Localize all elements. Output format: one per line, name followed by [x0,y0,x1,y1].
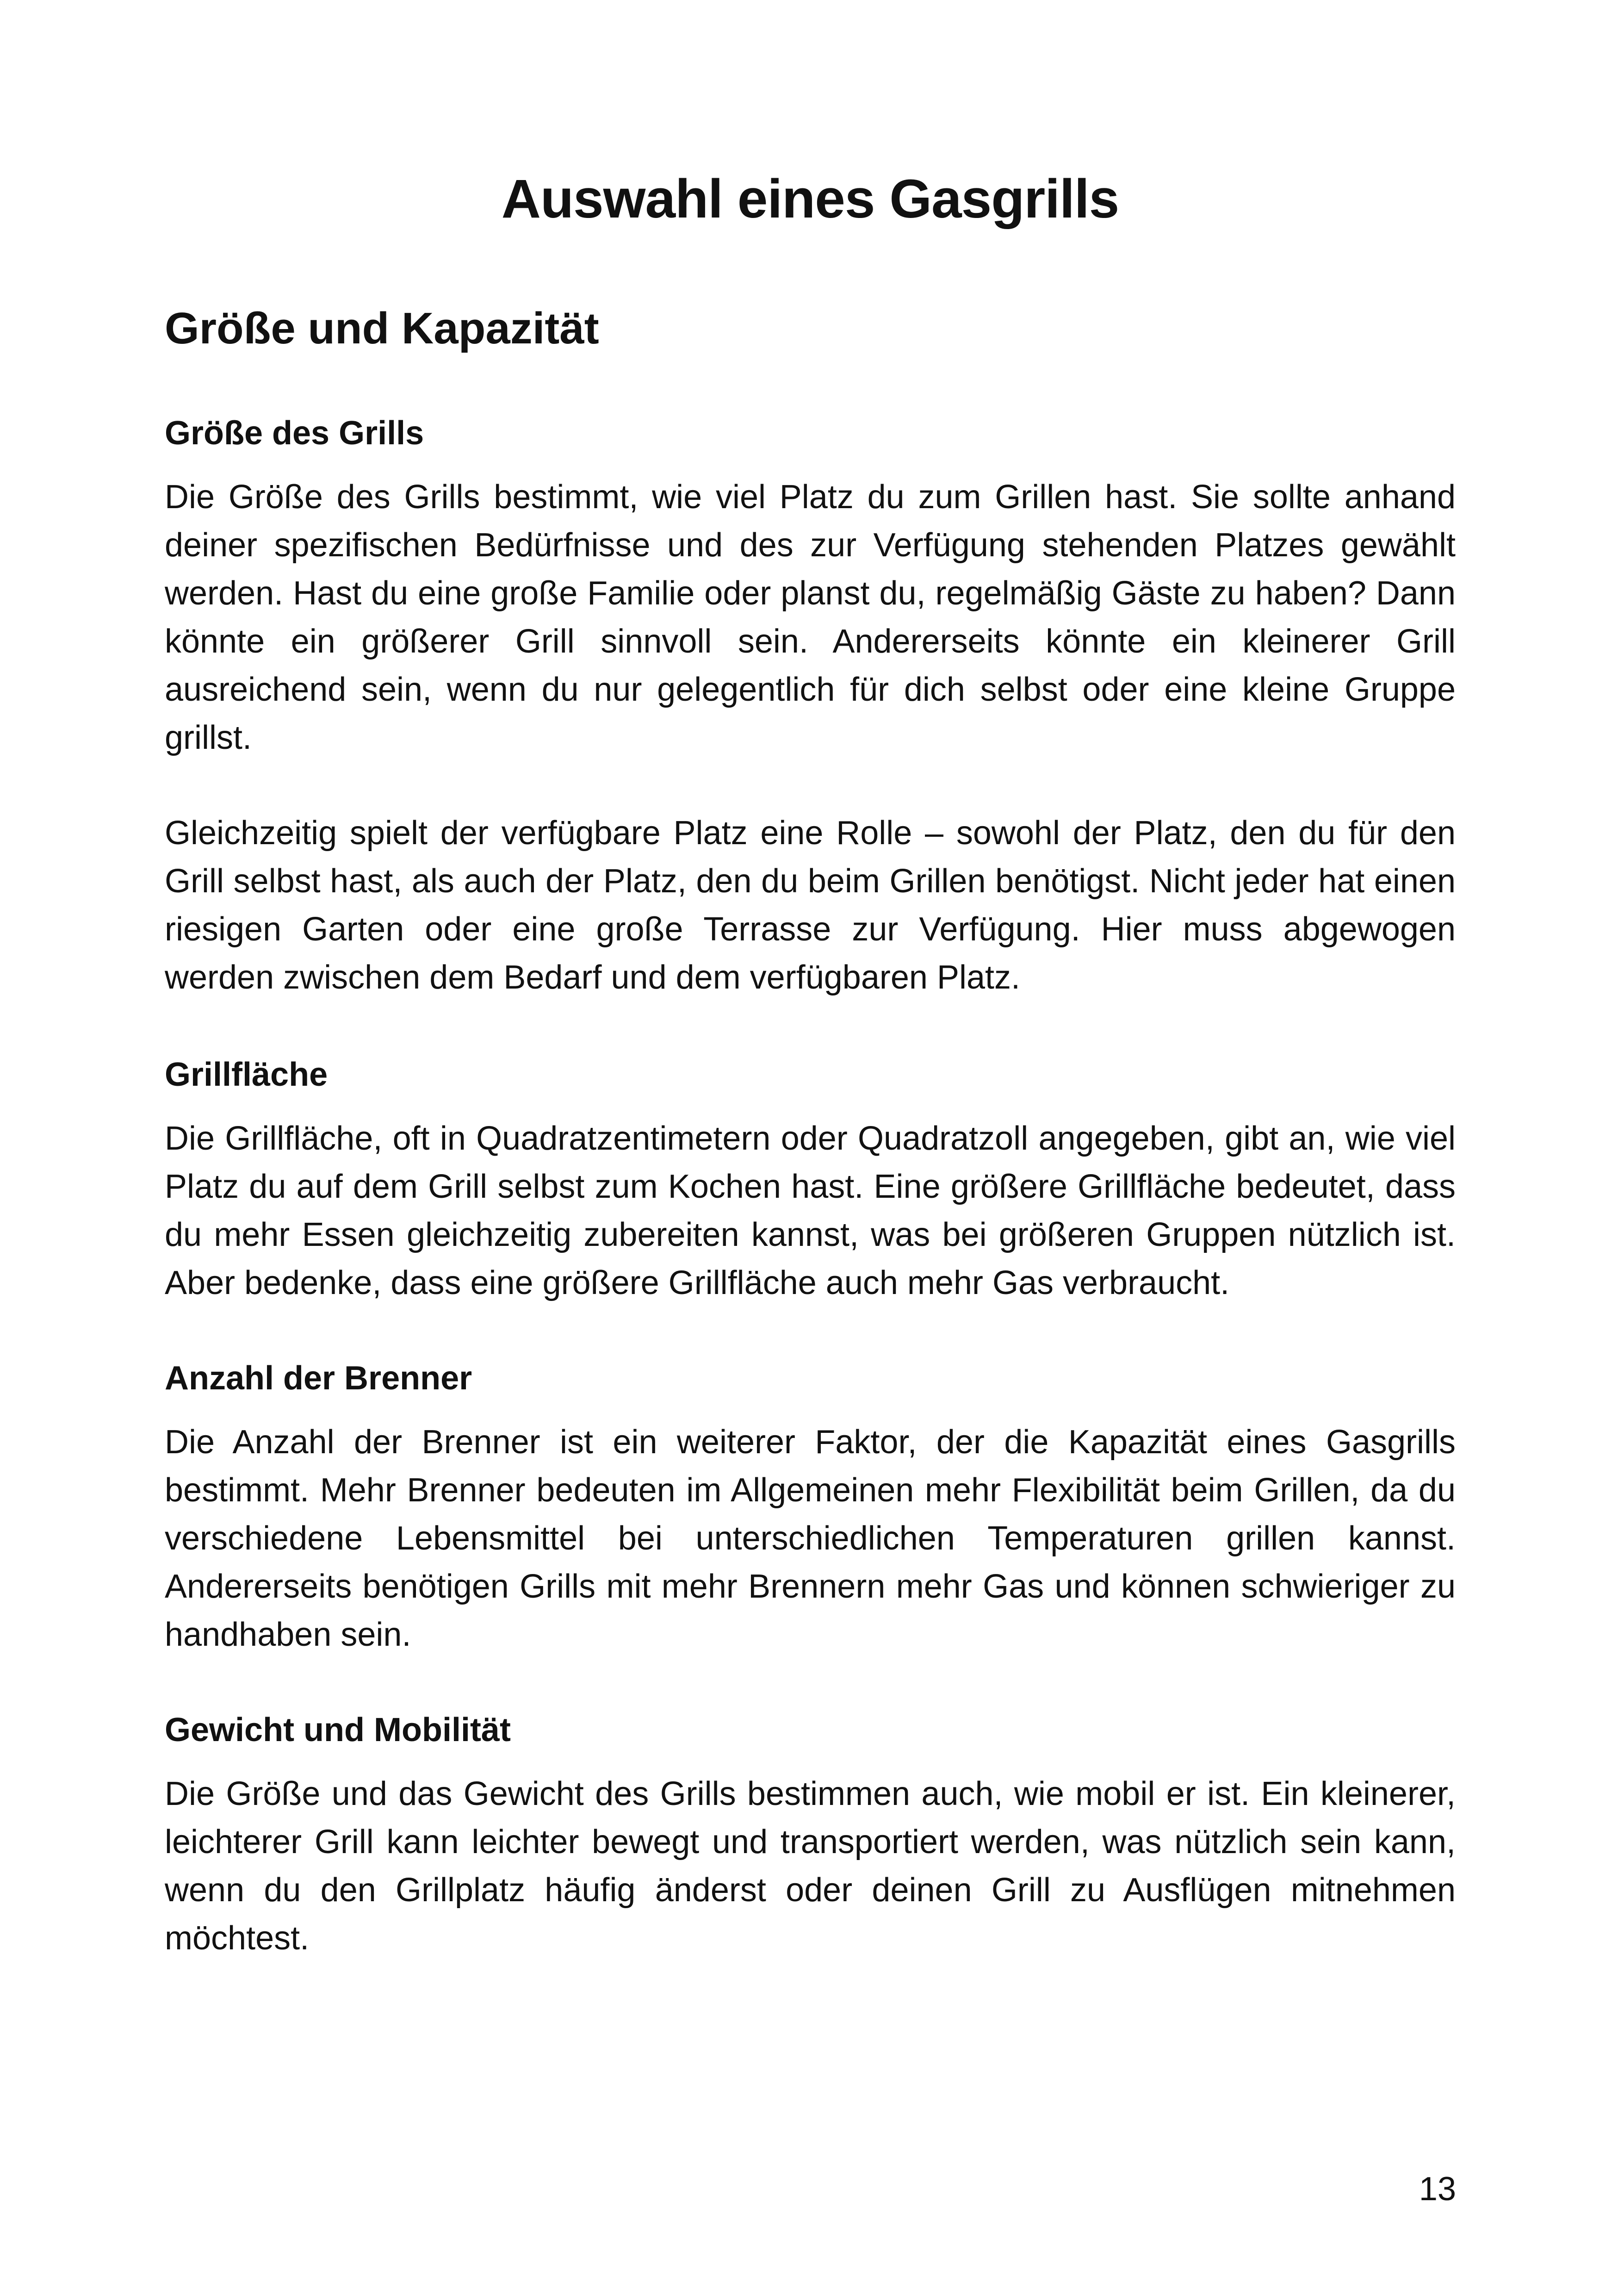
paragraph-grill-area: Die Grillfläche, oft in Quadratzentimetern oder Quadratzoll angegeben, gibt an, wie viel Platz du auf dem Grill selbst zum Kochen hast. Eine größere Grillfläche bedeutet, dass du mehr Essen gleichzeitig zubereiten kannst, was bei größeren Gruppen nützlich ist. Aber bedenke, dass eine größere Grillfläche auch mehr Gas verbraucht. [165,1120,1456,1301]
section-title: Größe und Kapazität [165,304,599,353]
page-content [165,167,1456,1962]
paragraph-weight-mobility: Die Größe und das Gewicht des Grills bestimmen auch, wie mobil er ist. Ein kleinerer, leichterer Grill kann leichter bewegt und transportiert werden, was nützlich sein kann, wenn du den Grillplatz häufig änderst oder deinen Grill zu Ausflügen mitnehmen möchtest. [165,1775,1456,1957]
subheading-burner-count: Anzahl der Brenner [165,1360,472,1397]
page-title: Auswahl eines Gasgrills [501,168,1119,230]
subheading-grill-area: Grillfläche [165,1056,328,1093]
subheading-grill-size: Größe des Grills [165,415,424,452]
page-number: 13 [1419,2171,1456,2208]
subheading-weight-mobility: Gewicht und Mobilität [165,1711,511,1748]
paragraph-burner-count: Die Anzahl der Brenner ist ein weiterer Faktor, der die Kapazität eines Gasgrills bestimmt. Mehr Brenner bedeuten im Allgemeinen mehr Flexibilität beim Grillen, da du verschiedene Lebensmittel bei unterschiedlichen Temperaturen grillen kannst. Andererseits benötigen Grills mit mehr Brennern mehr Gas und können schwieriger zu handhaben sein. [165,1424,1456,1653]
paragraph-grill-size-1: Die Größe des Grills bestimmt, wie viel Platz du zum Grillen hast. Sie sollte anhand deiner spezifischen Bedürfnisse und des zur Verfügung stehenden Platzes gewählt werden. Hast du eine große Familie oder planst du, regelmäßig Gäste zu haben? Dann könnte ein größerer Grill sinnvoll sein. Andererseits könnte ein kleinerer Grill ausreichend sein, wenn du nur gelegentlich für dich selbst oder eine kleine Gruppe grillst. [165,479,1456,756]
paragraph-grill-size-2: Gleichzeitig spielt der verfügbare Platz eine Rolle – sowohl der Platz, den du für den Grill selbst hast, als auch der Platz, den du beim Grillen benötigst. Nicht jeder hat einen riesigen Garten oder eine große Terrasse zur Verfügung. Hier muss abgewogen werden zwischen dem Bedarf und dem verfügbaren Platz. [165,815,1456,996]
